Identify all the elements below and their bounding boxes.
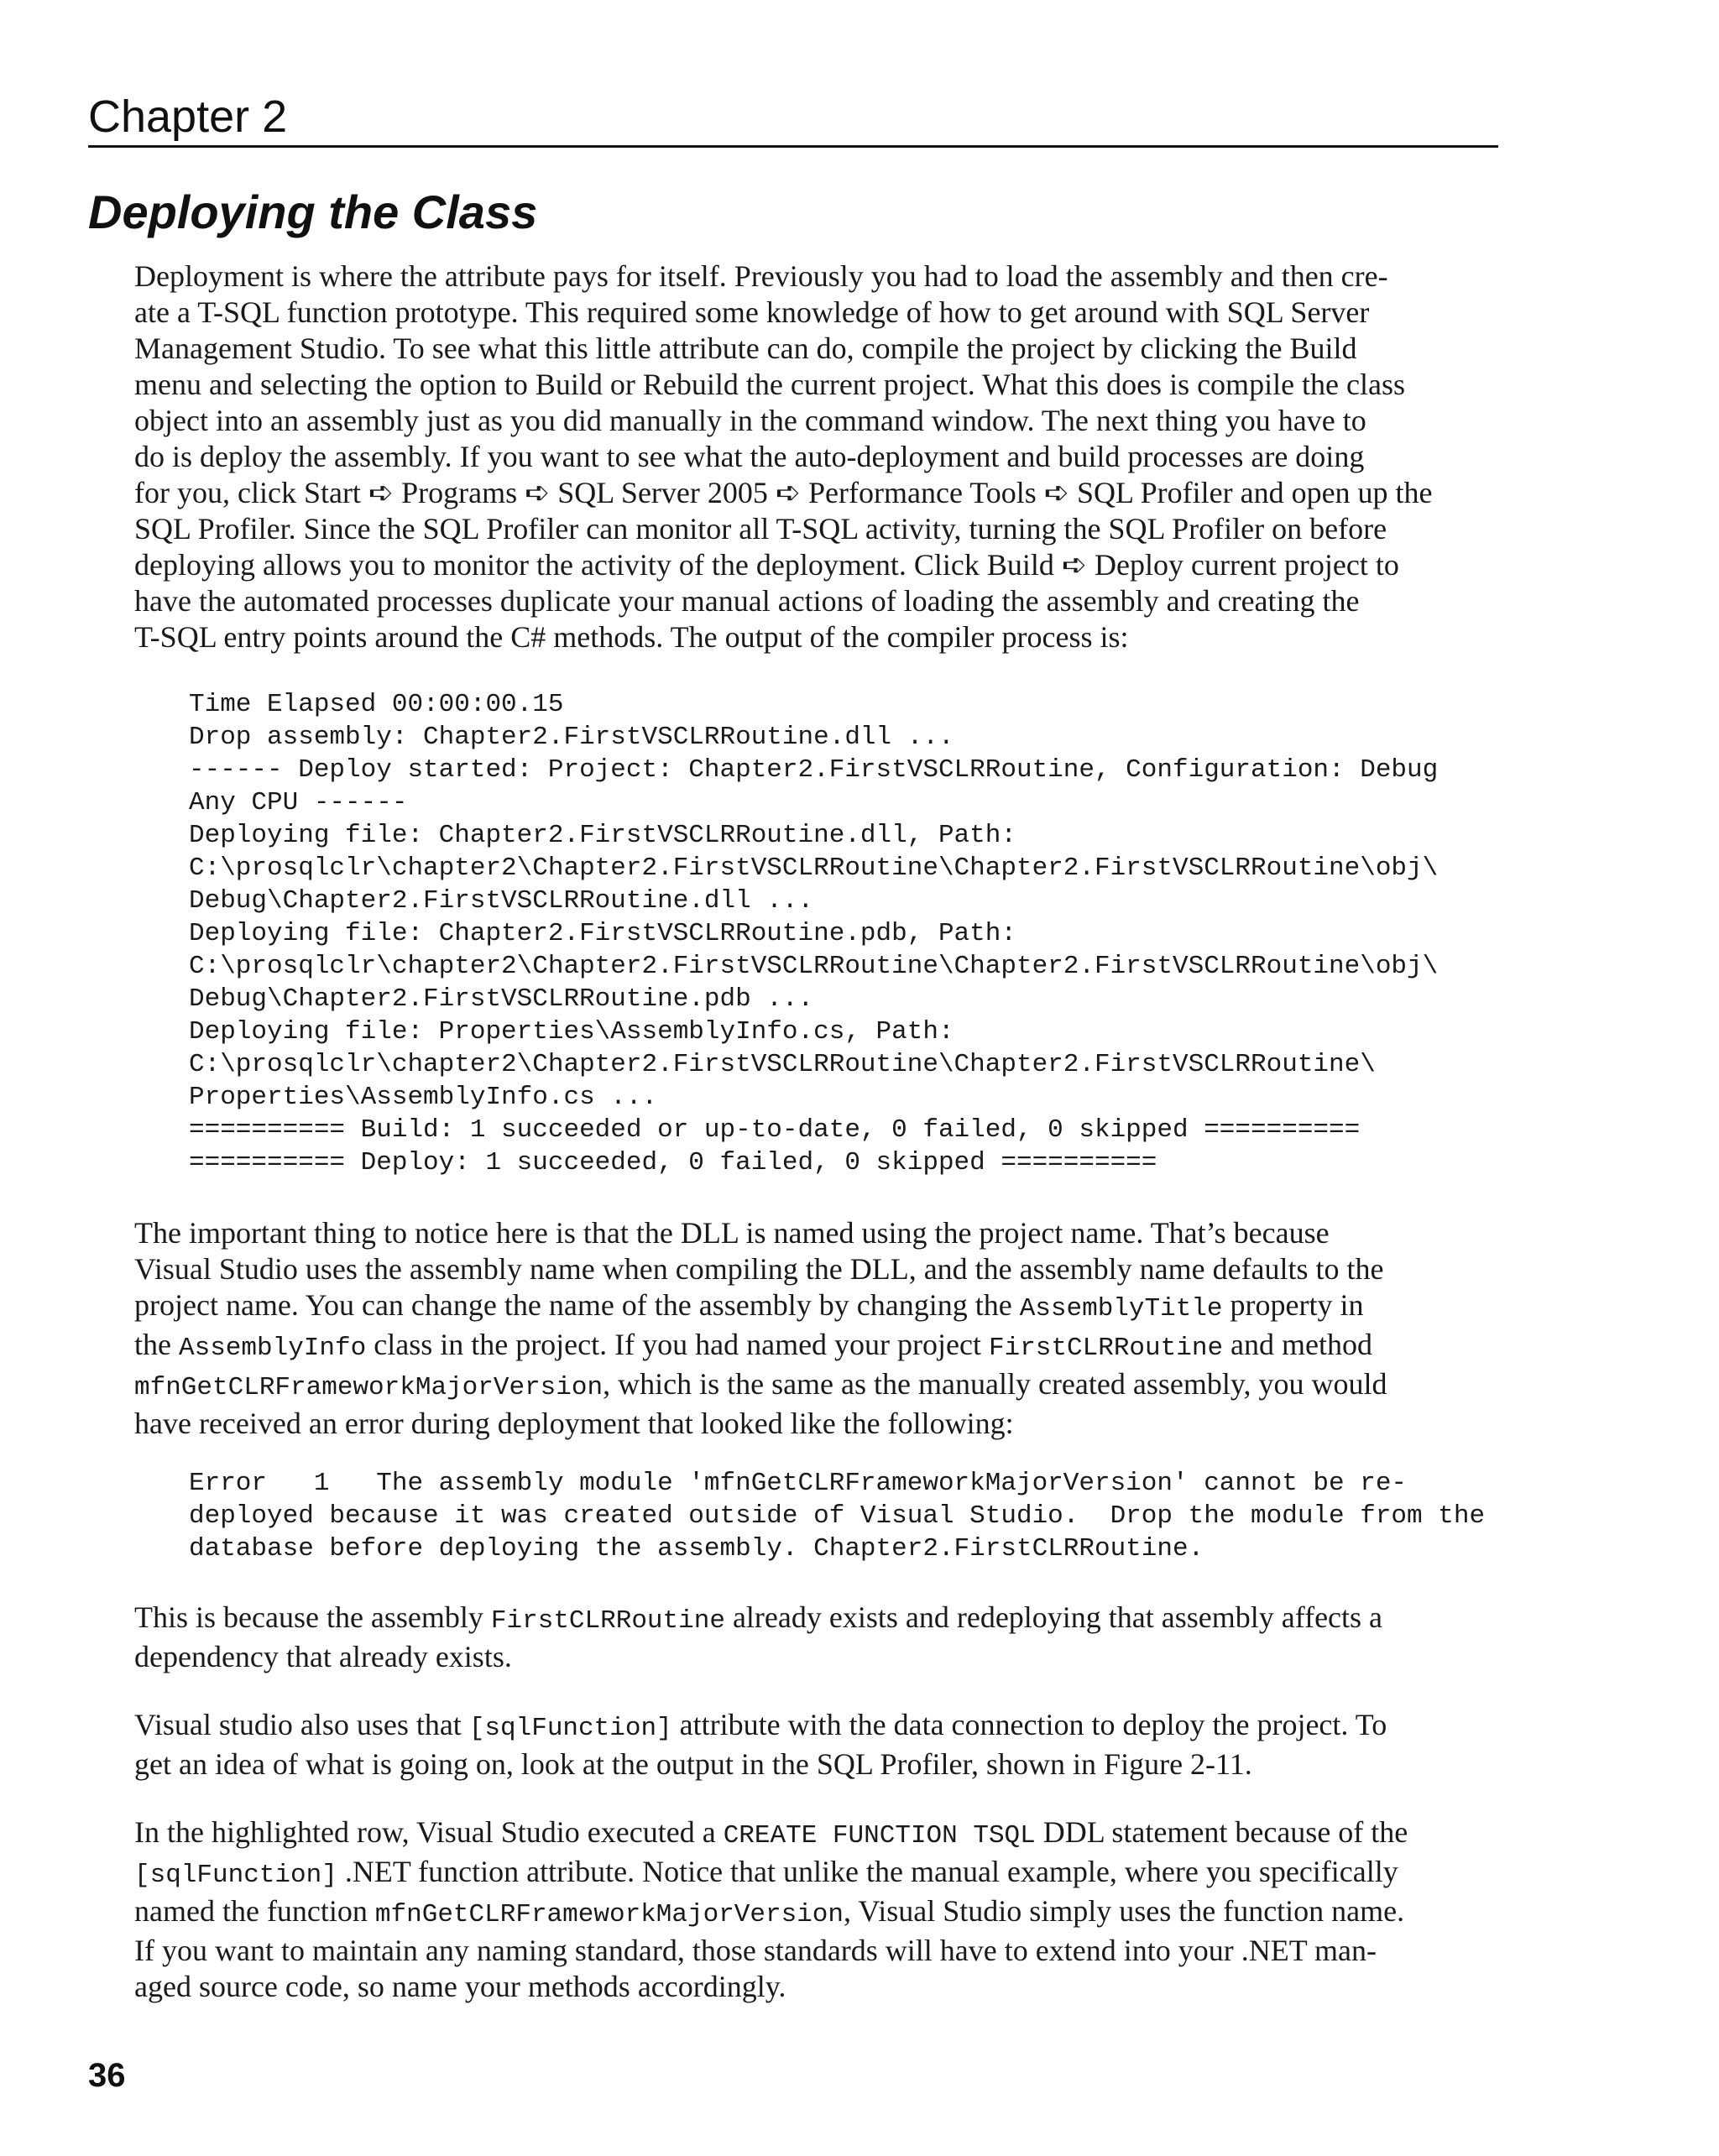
text-run: Visual studio also uses that [134,1708,469,1741]
text-run: DDL statement because of the [1042,1815,1408,1849]
inline-code-firstclrroutine: FirstCLRRoutine [490,1606,725,1636]
inline-code-method-name: mfnGetCLRFrameworkMajorVersion [374,1900,844,1929]
text-run: This is because the assembly [134,1600,491,1634]
text-run: .NET function attribute. Notice that unlike the manual example, where you specifically named the function [134,1855,1398,1928]
text-run: property in the [134,1288,1364,1361]
text-run: class in the project. If you had named your project [366,1328,989,1361]
paragraph-highlighted-row [134,1814,1494,2005]
paragraph-dll-naming [134,1215,1494,1442]
code-block-deployment-error: Error 1 The assembly module 'mfnGetCLRFrameworkMajorVersion' cannot be re- deployed because it was created outside of Visual Studio. Drop the module from the database before deploying the assembly. Chapter2.FirstCLRRoutine. [189,1469,1486,1563]
inline-code-firstclrroutine: FirstCLRRoutine [989,1334,1224,1363]
text-run: The important thing to notice here is that the DLL is named using the project name. That’s because Visual Studio uses the assembly name when compiling the DLL, and the assembly name defaults to the project name. You can change the name of the assembly by changing the [134,1216,1384,1322]
inline-code-assemblytitle: AssemblyTitle [1019,1294,1223,1323]
section-title: Deploying the Class [88,185,538,238]
code-block-compiler-output: Time Elapsed 00:00:00.15 Drop assembly: Chapter2.FirstVSCLRRoutine.dll ... ------ Deploy started: Project: Chapter2.FirstVSCLRRoutine, Configuration: Debug Any CPU ------ Deploying file: Chapter2.FirstVSCLRRoutine.dll, Path: C:\prosqlclr\chapter2\Chapter2.FirstVSCLRRoutine\Chapter2.FirstVSCLRRoutine\obj\ Debug\Chapter2.FirstVSCLRRoutine.dll ... Deploying file: Chapter2.FirstVSCLRRoutine.pdb, Path: C:\prosqlclr\chapter2\Chapter2.FirstVSCLRRoutine\Chapter2.FirstVSCLRRoutine\obj\ Debug\Chapter2.FirstVSCLRRoutine.pdb ... Deploying file: Properties\AssemblyInfo.cs, Path: C:\prosqlclr\chapter2\Chapter2.FirstVSCLRRoutine\Chapter2.FirstVSCLRRoutine\ Properties\AssemblyInfo.cs ... ========== Build: 1 succeeded or up-to-date, 0 failed, 0 skipped ========== ========== Deploy: 1 succeeded, 0 failed, 0 skipped ========== [189,690,1439,1177]
inline-code-assemblyinfo: AssemblyInfo [178,1334,367,1363]
text-run: , Visual Studio simply uses the function name. If you want to maintain any naming standard, those standards will have to extend into your .NET man- aged source code, so name your methods accordingly. [134,1894,1405,2003]
paragraph-deployment-intro: Deployment is where the attribute pays for itself. Previously you had to load the assembly and then cre- ate a T-SQL function prototype. This required some knowledge of how to get around with SQL Server Management Studio. To see what this little attribute can do, compile the project by clicking the Build menu and selecting the option to Build or Rebuild the current project. What this does is compile the class object into an assembly just as you did manually in the command window. The next thing you have to do is deploy the assembly. If you want to see what the auto-deployment and build processes are doing for you, click Start ➪ Programs ➪ SQL Server 2005 ➪ Performance Tools ➪ SQL Profiler and open up the SQL Profiler. Since the SQL Profiler can monitor all T-SQL activity, turning the SQL Profiler on before deploying allows you to monitor the activity of the deployment. Click Build ➪ Deploy current project to have the automated processes duplicate your manual actions of loading the assembly and creating the T-SQL entry points around the C# methods. The output of the compiler process is: [134,259,1433,654]
page-number: 36 [88,2057,126,2094]
inline-code-create-function: CREATE FUNCTION TSQL [723,1821,1036,1851]
text-run: and method [1230,1328,1373,1361]
text-run: In the highlighted row, Visual Studio executed a [134,1815,724,1849]
inline-code-method-name: mfnGetCLRFrameworkMajorVersion [134,1373,603,1402]
text-run: already exists and redeploying that assembly affects a dependency that already exists. [134,1600,1383,1673]
text-run: attribute with the data connection to deploy the project. To get an idea of what is going on, look at the output in the SQL Profiler, shown in Figure 2-11. [134,1708,1387,1781]
text-run: , which is the same as the manually created assembly, you would have received an error during deployment that looked like the following: [134,1367,1387,1440]
chapter-header: Chapter 2 [88,88,1498,148]
paragraph-sqlfunction-attribute [134,1707,1494,1783]
inline-code-sqlfunction: [sqlFunction] [134,1861,337,1890]
inline-code-sqlfunction: [sqlFunction] [468,1714,672,1743]
paragraph-assembly-exists [134,1600,1494,1675]
